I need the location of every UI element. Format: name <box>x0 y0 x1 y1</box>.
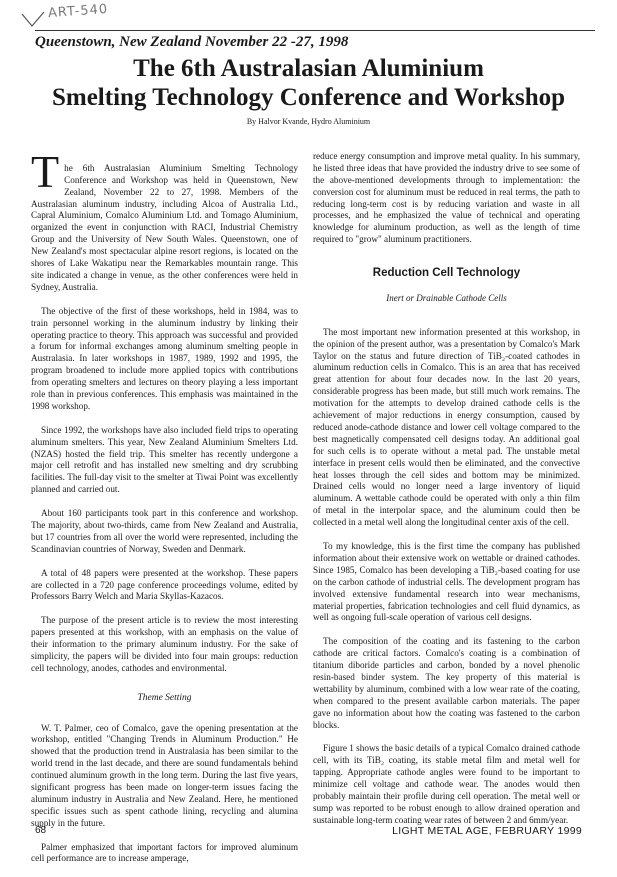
handwritten-annotation: ART-540 <box>47 1 109 22</box>
event-location-date: Queenstown, New Zealand November 22 -27, 1998 <box>35 34 349 50</box>
paragraph: To my knowledge, this is the first time the company has published information about their extensive work on wettable or drained cathodes. Since 1985, Comalco has been developing a TiB₂-based coating for use on the carbon cathode of industrial cells. The development program has involved extensive fundamental research into wear mechanisms, material properties, fabrication technologies and cell fluid dynamics, as well as ongoing full-scale operation of various cell designs. <box>313 541 580 623</box>
paragraph: reduce energy consumption and improve metal quality. In his summary, he listed three ideas that have provided the industry drive to see some of the above-mentioned developments through to implementation: the conversion cost for aluminum must be reduced in real terms, the path to reducing long-term cost is by reducing variation and waste in all processes, and he emphasized the value of technical and operating knowledge for aluminum production, as well as the length of time required to "grow" aluminum practitioners. <box>313 150 580 245</box>
section-subheading: Inert or Drainable Cathode Cells <box>386 292 507 303</box>
top-rule <box>35 30 595 31</box>
paragraph: Palmer emphasized that important factors for improved aluminum cell performance are to increase amperage, <box>31 841 298 864</box>
page-number: 68 <box>35 825 47 836</box>
publication-footer: LIGHT METAL AGE, FEBRUARY 1999 <box>392 825 582 837</box>
section-subhead: Theme Setting <box>137 692 192 703</box>
paragraph: The objective of the first of these workshops, held in 1984, was to train personnel working in the aluminum industry by linking their operating practice to theory. This approach was successful and provided a forum for informal exchanges among aluminum smelting people in Australasia. In later workshops in 1987, 1989, 1992 and 1995, the program broadened to include more applied topics with contributions from operating smelters and lectures on theory playing a less important role than in previous conferences. This emphasis was maintained in the 1998 workshop. <box>31 305 298 411</box>
paragraph: The purpose of the present article is to review the most interesting papers presented at this workshop, with an emphasis on the value of their information to the primary aluminum industry. For the sake of simplicity, the papers will be divided into four main groups: reduction cell technology, anodes, cathodes and environmental. <box>31 615 298 673</box>
paragraph: he 6th Australasian Aluminium Smelting Technology Conference and Workshop was held in Queenstown, New Zealand, November 22 to 27, 1998. Members of the Australasian aluminum industry, including Alcoa of Australia Ltd., Capral Aluminium, Comalco Aluminium Ltd. and Tomago Aluminium, organized the event in conjunction with RACI, Industrial Chemistry Group and the University of New South Wales. Queenstown, one of New Zealand's most spectacular alpine resort regions, is located on the shores of Lake Wakatipu near the Remarkables mountain range. This site indicated a change in venue, as the other conferences were held in Sydney, Australia. <box>31 162 298 292</box>
byline: By Halvor Kvande, Hydro Aluminium <box>246 117 371 126</box>
right-column <box>313 139 580 829</box>
paragraph: A total of 48 papers were presented at the workshop. These papers are collected in a 720 page conference proceedings volume, edited by Professors Barry Welch and Maria Skyllas-Kazacos. <box>31 567 298 602</box>
paragraph: Since 1992, the workshops have also included field trips to operating aluminum smelters. This year, New Zealand Aluminium Smelters Ltd. (NZAS) hosted the field trip. This smelter has recently undergone a major cell retrofit and has installed new smelting and dry scrubbing facilities. The full-day visit to the smelter at Tiwai Point was excellently planned and carried out. <box>31 424 298 495</box>
paragraph: W. T. Palmer, ceo of Comalco, gave the opening presentation at the workshop, entitled "Changing Trends in Aluminum Production." He showed that the production trend in Australasia has been similar to the world trend in the last decade, and there are sound fundamentals behind continued aluminum growth in the long term. During the last five years, significant progress has been made on longer-term issues facing the aluminum industry in Australia and New Zealand. Here, he mentioned specific issues such as spent cathode lining, recycling and alumina supply in the future. <box>31 722 298 828</box>
drop-cap: T <box>31 145 60 197</box>
paragraph: The composition of the coating and its fastening to the carbon cathode are critical factors. Comalco's coating is a combination of titanium diboride particles and carbon, bonded by a novel phenolic resin-based binder system. The key property of this material is wettability by aluminum, combined with a low wear rate of the coating, when compared to the present available carbon materials. The paper gave no information about how the coating was fastened to the carbon blocks. <box>313 636 580 730</box>
section-heading: Reduction Cell Technology <box>372 267 521 280</box>
paragraph: About 160 participants took part in this conference and workshop. The majority, about two-thirds, came from New Zealand and Australia, but 17 countries from all over the world were represented, including the Scandinavian countries of Norway, Sweden and Denmark. <box>31 508 298 554</box>
paragraph: Figure 1 shows the basic details of a typical Comalco drained cathode cell, with its TiB₂ coating, its stable metal film and metal well for tapping. Appropriate cathode angles were found to be important to minimize cell voltage and cathode wear. The anodes would then probably maintain their profile during cell operation. The metal well or sump was reported to be robust enough to allow drained operation and sustainable long-term coating wear rates of between 2 and 6mm/year. <box>313 743 580 825</box>
paragraph: The most important new information presented at this workshop, in the opinion of the present author, was a presentation by Comalco's Mark Taylor on the status and future direction of TiB₂-coated cathodes in aluminum reduction cells in Comalco. This is an area that has received great attention for about four decades now. In the last 20 years, considerable progress has been made, but still much work remains. The motivation for the attempts to develop drained cathode cells is the achievement of major reductions in energy consumption, caused by reduced anode-cathode distance and lower cell voltage compared to the best magnetically compensated cell designs today. An additional goal for such cells is to operate without a metal pad. The unstable metal interface in present cells would then be eliminated, and the convective heat losses through the cell sides and bottom may be minimized. Drained cells would no longer need a large inventory of liquid aluminum. A wettable cathode could be operated with only a thin film of metal in the interpolar space, and the aluminum could then be collected in a metal well along the longitudinal center axis of the cell. <box>313 326 580 528</box>
checkmark-icon <box>20 10 46 28</box>
article-title: The 6th Australasian Aluminium Smelting Technology Conference and Workshop <box>51 55 566 111</box>
